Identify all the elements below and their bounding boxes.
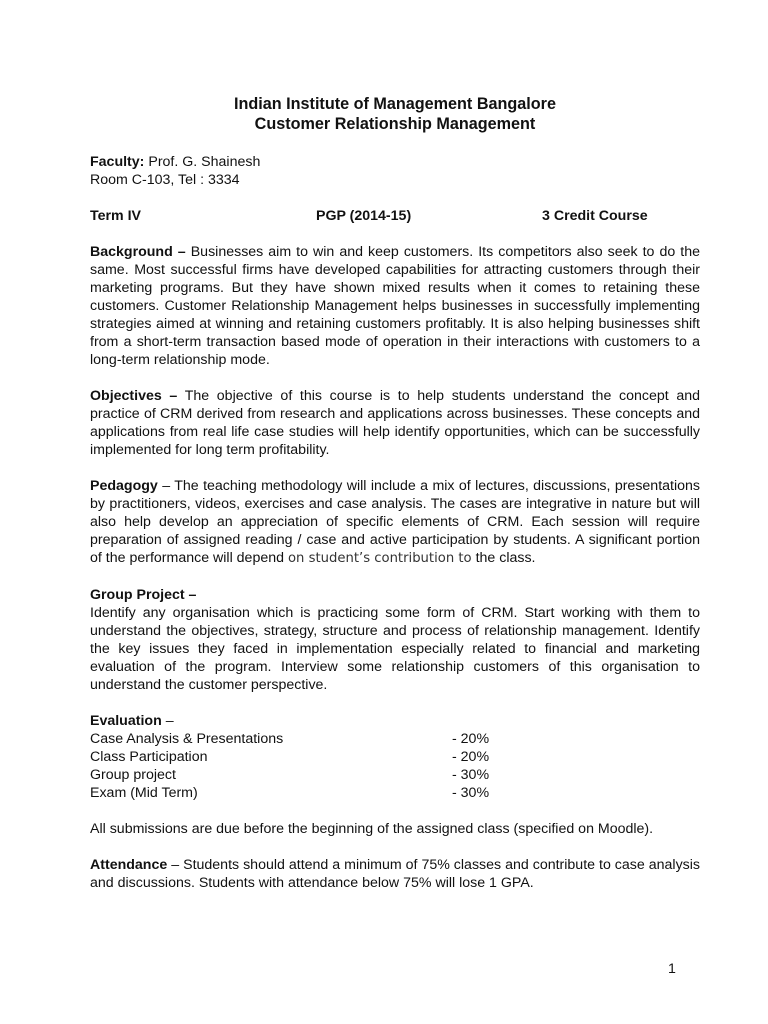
program-label: PGP (2014-15): [316, 208, 412, 224]
background-label: Background –: [90, 244, 186, 260]
term-label: Term IV: [90, 208, 141, 224]
faculty-label: Faculty:: [90, 154, 145, 170]
evaluation-weight: - 30%: [452, 767, 490, 783]
pedagogy-end: the class.: [475, 550, 536, 566]
evaluation-item: Case Analysis & Presentations: [90, 731, 284, 747]
faculty-info: [90, 153, 700, 189]
faculty-room: Room C-103, Tel : 3334: [90, 172, 240, 188]
objectives-paragraph: [90, 387, 700, 459]
pedagogy-label: Pedagogy: [90, 478, 158, 494]
evaluation-row: [90, 766, 700, 784]
submissions-paragraph: All submissions are due before the beginning of the assigned class (specified on Moodle).: [90, 821, 654, 837]
evaluation-weight: - 20%: [452, 731, 490, 747]
course-title: Customer Relationship Management: [254, 115, 536, 133]
pedagogy-text: – The teaching methodology will include a mix of lectures, discussions, presentations by practitioners, videos, exercises and case analysis. The cases are integrative in nature but will also help develop an appreciation of specific elements of CRM. Each session will require preparation of assigned reading / case and active participation by students. A significant portion of the performance will depend: [90, 478, 701, 566]
evaluation-heading: [90, 712, 700, 730]
evaluation-row: [90, 730, 700, 748]
evaluation-row: [90, 784, 700, 802]
evaluation-row: [90, 748, 700, 766]
evaluation-weight: - 30%: [452, 785, 490, 801]
evaluation-item: Class Participation: [90, 749, 208, 765]
faculty-name: Prof. G. Shainesh: [148, 154, 261, 170]
attendance-label: Attendance: [90, 857, 168, 873]
evaluation-item: Group project: [90, 767, 176, 783]
evaluation-weight: - 20%: [452, 749, 490, 765]
page-number: 1: [668, 961, 676, 977]
evaluation-dash: –: [161, 713, 174, 729]
pedagogy-tail: on student’s contribution to: [287, 551, 472, 566]
term-row: [90, 207, 700, 225]
document-page: [90, 94, 700, 892]
attendance-paragraph: [90, 856, 700, 892]
faculty-line: [90, 153, 700, 171]
title-block: [90, 94, 700, 134]
evaluation-table: [90, 730, 700, 802]
evaluation-label: Evaluation: [90, 713, 162, 729]
pedagogy-paragraph: [90, 477, 700, 568]
credit-label: 3 Credit Course: [542, 208, 648, 224]
group-project-heading: Group Project –: [90, 587, 197, 603]
institute-title: Indian Institute of Management Bangalore: [234, 95, 556, 113]
background-paragraph: [90, 243, 700, 369]
objectives-text: The objective of this course is to help students understand the concept and practice of CRM derived from research and applications across businesses. These concepts and applications from real life case studies will help identify opportunities, which can be successfully implemented for long term profitability.: [90, 388, 700, 458]
evaluation-item: Exam (Mid Term): [90, 785, 198, 801]
group-project-text: Identify any organisation which is practicing some form of CRM. Start working with them to understand the objectives, strategy, structure and process of relationship management. Identify the key issues they faced in implementation especially related to financial and marketing evaluation of the program. Interview some relationship customers of this organisation to understand the customer perspective.: [90, 605, 700, 693]
objectives-label: Objectives –: [90, 388, 178, 404]
background-text: Businesses aim to win and keep customers. Its competitors also seek to do the same. Most successful firms have developed capabilities for attracting customers through their marketing programs. But they have shown mixed results when it comes to retaining these customers. Customer Relationship Management helps businesses in successfully implementing strategies aimed at winning and retaining customers profitably. It is also helping businesses shift from a short-term transaction based mode of operation in their interactions with customers to a long-term relationship mode.: [90, 244, 700, 368]
attendance-text: – Students should attend a minimum of 75% classes and contribute to case analysis and discussions. Students with attendance below 75% will lose 1 GPA.: [90, 857, 701, 891]
